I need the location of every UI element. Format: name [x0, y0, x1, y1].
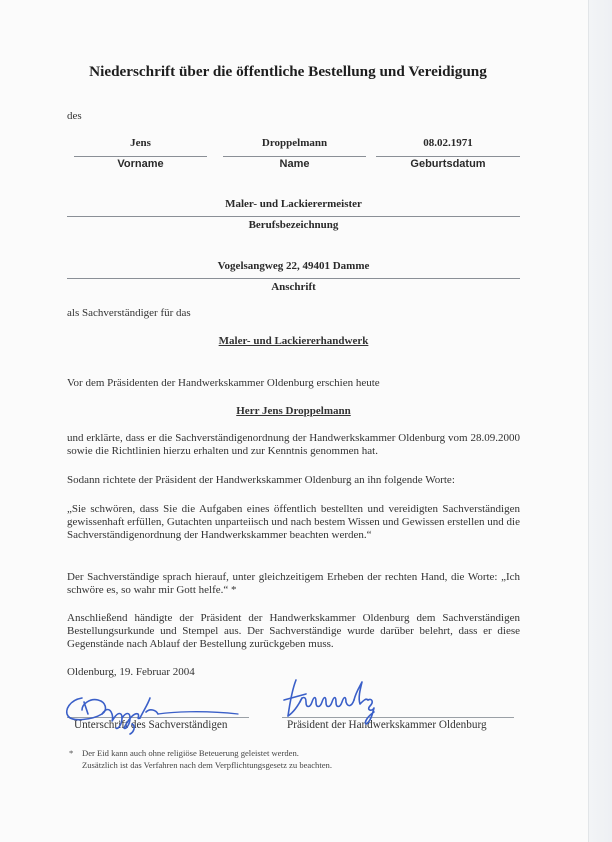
address-value: Vogelsangweg 22, 49401 Damme — [217, 260, 370, 272]
oath-question-paragraph: „Sie schwören, dass Sie die Aufgaben eines öffentlich bestellten und vereidigten Sachverständigen gewissenhaft erfüllen, Gutachten unparteiisch und nach bestem Wissen und Gewissen erstellen und die Sachverständigenordnung der Handwerkskammer beachten werden.“ — [67, 503, 520, 541]
intro-text: des — [67, 110, 82, 122]
president-handwritten-signature — [280, 672, 390, 732]
birth-date-label: Geburtsdatum — [410, 158, 486, 170]
first-name-value: Jens — [130, 137, 151, 149]
declaration-paragraph: und erklärte, dass er die Sachverständigenordnung der Handwerkskammer Oldenburg vom 28.09.2000 sowie die Richtlinien hierzu erhalten und zur Kenntnis genommen hat. — [67, 432, 520, 457]
profession-rule — [67, 216, 520, 217]
footnote-line-2: Zusätzlich ist das Verfahren nach dem Verpflichtungsgesetz zu beachten. — [82, 760, 333, 770]
place-date: Oldenburg, 19. Februar 2004 — [67, 666, 195, 678]
last-name-value: Droppelmann — [261, 137, 328, 149]
footnote-line-1: Der Eid kann auch ohne religiöse Beteuerung geleistet werden. — [82, 748, 299, 758]
first-name-label: Vorname — [117, 158, 164, 170]
last-name-label: Name — [279, 158, 310, 170]
president-signature-label: Präsident der Handwerkskammer Oldenburg — [287, 719, 487, 731]
handover-paragraph: Anschließend händigte der Präsident der Handwerkskammer Oldenburg dem Sachverständigen Bestellungsurkunde und Stempel aus. Der Sachverständige wurde darüber belehrt, dass er diese Gegenstände nach Ablauf der Bestellung zurückgeben muss. — [67, 612, 520, 650]
appeared-text: Vor dem Präsidenten der Handwerkskammer Oldenburg erschien heute — [67, 377, 380, 389]
birth-date-rule — [376, 156, 520, 157]
address-label: Anschrift — [271, 281, 316, 293]
document-title: Niederschrift über die öffentliche Bestellung und Vereidigung — [89, 63, 487, 80]
address-rule — [67, 278, 520, 279]
appeared-name: Herr Jens Droppelmann — [236, 405, 351, 417]
last-name-rule — [223, 156, 366, 157]
president-address: Sodann richtete der Präsident der Handwerkskammer Oldenburg an ihn folgende Worte: — [67, 474, 455, 486]
birth-date-value: 08.02.1971 — [423, 137, 473, 149]
profession-value: Maler- und Lackierermeister — [225, 198, 362, 210]
expert-for-intro: als Sachverständiger für das — [67, 307, 191, 319]
expert-handwritten-signature — [62, 690, 242, 738]
profession-label: Berufsbezeichnung — [248, 219, 339, 231]
scan-page-edge — [588, 0, 612, 842]
trade-name: Maler- und Lackiererhandwerk — [218, 335, 369, 347]
oath-answer-paragraph: Der Sachverständige sprach hierauf, unter gleichzeitigem Erheben der rechten Hand, die Worte: „Ich schwöre es, so wahr mir Gott helfe.“ * — [67, 571, 520, 596]
footnote-marker: * — [69, 748, 74, 758]
first-name-rule — [74, 156, 207, 157]
expert-signature-label: Unterschrift des Sachverständigen — [74, 719, 228, 731]
